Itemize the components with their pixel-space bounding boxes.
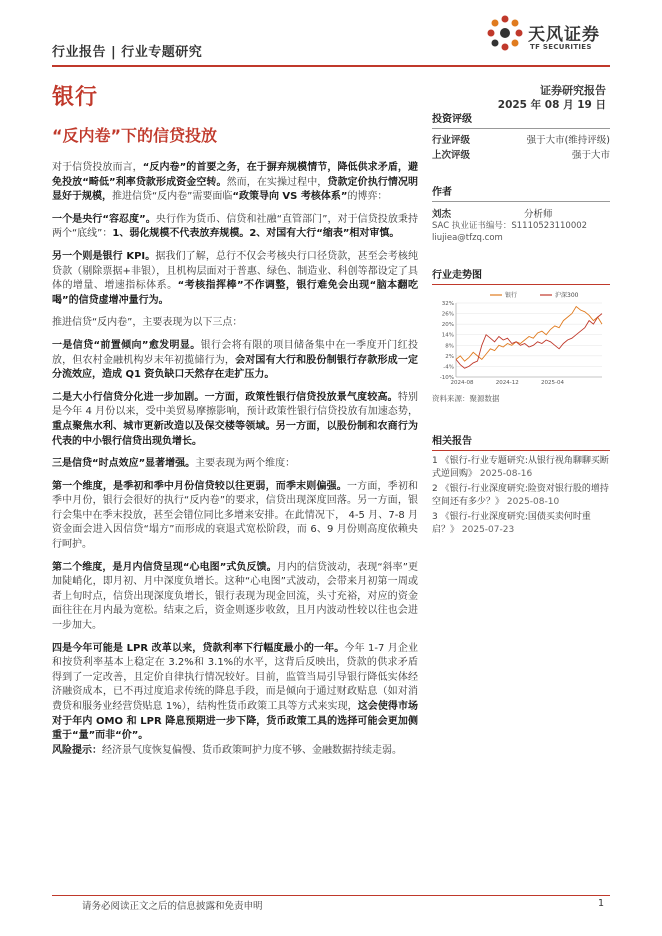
- related-reports: [432, 432, 610, 537]
- document-title: “反内卷”下的信贷投放: [52, 126, 218, 145]
- chart-y-tick-label: 8%: [445, 343, 454, 350]
- chart-x-tick-label: 2024-08: [450, 380, 474, 386]
- chart-source: 资料来源：聚源数据: [432, 394, 500, 403]
- chart-divider: [432, 284, 610, 285]
- paragraph-intro: 对于信贷投放而言，“反内卷”的首要之务，在于摒弃规模情节，降低供求矛盾，避免投放“畸低”利率贷款形成资金空转。然而，在实操过程中，贷款定价执行情况明显好于规模，推进信贷“反内卷”需要面临“政策导向 VS 考核体系”的博弈：: [52, 162, 419, 203]
- chart-x-tick-label: 2024-12: [495, 380, 519, 386]
- paragraph-points-intro: 推进信贷“反内卷”，主要表现为以下三点：: [52, 317, 243, 329]
- chart-series-line-2: [456, 314, 602, 369]
- sector-title: 银行: [52, 85, 99, 110]
- industry-chart: [432, 289, 610, 389]
- author-heading: 作者: [432, 187, 452, 198]
- sidebar: [432, 110, 610, 539]
- paragraph-point-one: 一是信贷“前置倾向”愈发明显。银行会将有限的项目储备集中在一季度开门红投放，但农村金融机构岁末年初揽储行为，会对国有大行和股份制银行存款形成一定分流效应，造成 Q1 资负缺口天然存在走扩压力。: [52, 339, 419, 381]
- rating-heading: 投资评级: [432, 114, 472, 125]
- author-email[interactable]: liujiea@tfzq.com: [432, 233, 503, 243]
- chart-y-tick-label: 32%: [441, 301, 454, 307]
- report-type: 证券研究报告: [540, 84, 606, 97]
- related-divider: [432, 450, 610, 451]
- header-category: 行业报告 | 行业专题研究: [52, 45, 203, 60]
- related-heading: 相关报告: [432, 436, 472, 447]
- paragraph-kpi: 另一个则是银行 KPI。据我们了解，总行不仅会考核央行口径贷款，甚至会考核纯贷款（剔除票据+非银），且机构层面对于普惠、绿色、制造业、科创等都设定了具体的增量、增速指标体系。“考核指挥棒”不作调整，银行难免会出现“脑本翻吃喝”的信贷虚增冲量行为。: [52, 250, 419, 306]
- author-divider: [432, 201, 610, 202]
- industry-chart-svg: [432, 289, 610, 389]
- industry-rating-row: 行业评级 强于大市(维持评级): [432, 135, 610, 146]
- author-name-row: 刘杰 分析师: [432, 209, 553, 220]
- chart-legend-label-1: 银行: [505, 292, 518, 299]
- chart-series-line-1: [456, 307, 602, 362]
- page-number: 1: [597, 898, 604, 909]
- paragraph-point-four: 四是今年可能是 LPR 改革以来，贷款利率下行幅度最小的一年。今年 1-7 月企业和按贷利率基本上稳定在 3.2%和 3.1%的水平，这背后反映出，贷款的供求矛盾得到了一定改善，且定价自律执行情况较好。目前，监管当局引导银行降低实体经济融资成本，已不再过度追求传统的降息手段，而是倾向于通过财政贴息（如对消费贷和服务业经营贷贴息 1%），结构性货币政策工具等方式来实现，这会使得市场对于年内 OMO 和 LPR 降息预期进一步下降，货币政策工具的选择可能会更加侧重于“量”而非“价”。: [52, 642, 419, 742]
- report-date: 2025 年 08 月 19 日: [497, 99, 606, 111]
- logo-english-name: TF SECURITIES: [530, 43, 592, 51]
- chart-heading: 行业走势图: [432, 270, 482, 281]
- chart-block: [432, 266, 610, 404]
- chart-y-tick-label: -4%: [443, 364, 454, 371]
- main-body: [52, 161, 418, 766]
- chart-y-tick-label: 14%: [441, 332, 454, 339]
- chart-y-tick-label: 26%: [441, 311, 454, 318]
- chart-x-tick-label: 2025-04: [541, 380, 565, 386]
- footer-divider: [52, 895, 610, 896]
- related-report-3[interactable]: 3 《银行-行业深度研究:国债买卖何时重启？》 2025-07-23: [432, 512, 591, 535]
- paragraph-point-two: 二是大小行信贷分化进一步加剧。一方面，政策性银行信贷投放景气度较高。特别是今年 4 月份以来，受中美贸易摩擦影响，预计政策性银行信贷投放有加速态势，重点聚焦水利、城市更新改造以及保交楼等领域。另一方面，以股份制和农商行为代表的中小银行信贷出现负增长。: [52, 391, 418, 447]
- related-report-2[interactable]: 2 《银行-行业深度研究:险资对银行股的增持空间还有多少？》 2025-08-10: [432, 484, 609, 507]
- chart-y-tick-label: -10%: [439, 375, 454, 381]
- chart-y-tick-label: 2%: [445, 353, 454, 360]
- chart-y-tick-label: 20%: [441, 322, 454, 329]
- paragraph-point-three: 三是信贷“时点效应”显著增强。主要表现为两个维度：: [52, 458, 296, 470]
- logo-mark-icon: [486, 14, 524, 54]
- chart-legend-label-2: 沪深300: [555, 292, 579, 299]
- logo-chinese-name: 天风证券: [528, 25, 600, 45]
- related-report-1[interactable]: 1 《银行-行业专题研究:从银行视角聊聊买断式逆回购》 2025-08-16: [432, 456, 609, 479]
- prev-rating-row: 上次评级 强于大市: [432, 150, 610, 161]
- company-logo: [486, 14, 616, 60]
- rating-divider: [432, 128, 610, 129]
- header-divider: [52, 65, 610, 67]
- author-sac: SAC 执业证书编号：S1110523110002: [432, 221, 588, 231]
- author-block: [432, 183, 610, 244]
- footer-disclaimer[interactable]: 请务必阅读正文之后的信息披露和免责申明: [82, 901, 263, 912]
- paragraph-risk: 风险提示：经济景气度恢复偏慢、货币政策呵护力度不够、金融数据持续走弱。: [52, 744, 402, 756]
- paragraph-dimension-two: 第二个维度，是月内信贷呈现“心电图”式负反馈。月内的信贷波动，表现“斜率”更加陡峭化，即月初、月中深度负增长。这种“心电图”式波动，会带来月初第一周或者上旬时点，信贷出现深度负增长，银行表现为现金回流，头寸充裕，对应的资金面往往在月内最为宽松。结束之后，资金则逐步收敛，且月内波动性较以往也会进一步加大。: [52, 561, 418, 632]
- paragraph-pboc: 一个是央行“容忍度”。央行作为货币、信贷和社融“直管部门”，对于信贷投放秉持两个“底线”：1、弱化规模不代表放弃规模。2、对国有大行“缩表”相对审慎。: [52, 213, 418, 240]
- paragraph-dimension-one: 第一个维度，是季初和季中月份信贷较以往更弱，而季末则偏强。一方面，季初和季中月份，银行会很好的执行“反内卷”的要求，信贷出现深度回落。另一方面，银行会集中在季末投放，甚至会错位同比多增来安排。在此情况下， 4-5 月、7-8 月资金面会进入因信贷“塌方”而形成的衰退式宽松阶段，而 6、9 月份则高度依赖央行呵护。: [52, 480, 419, 551]
